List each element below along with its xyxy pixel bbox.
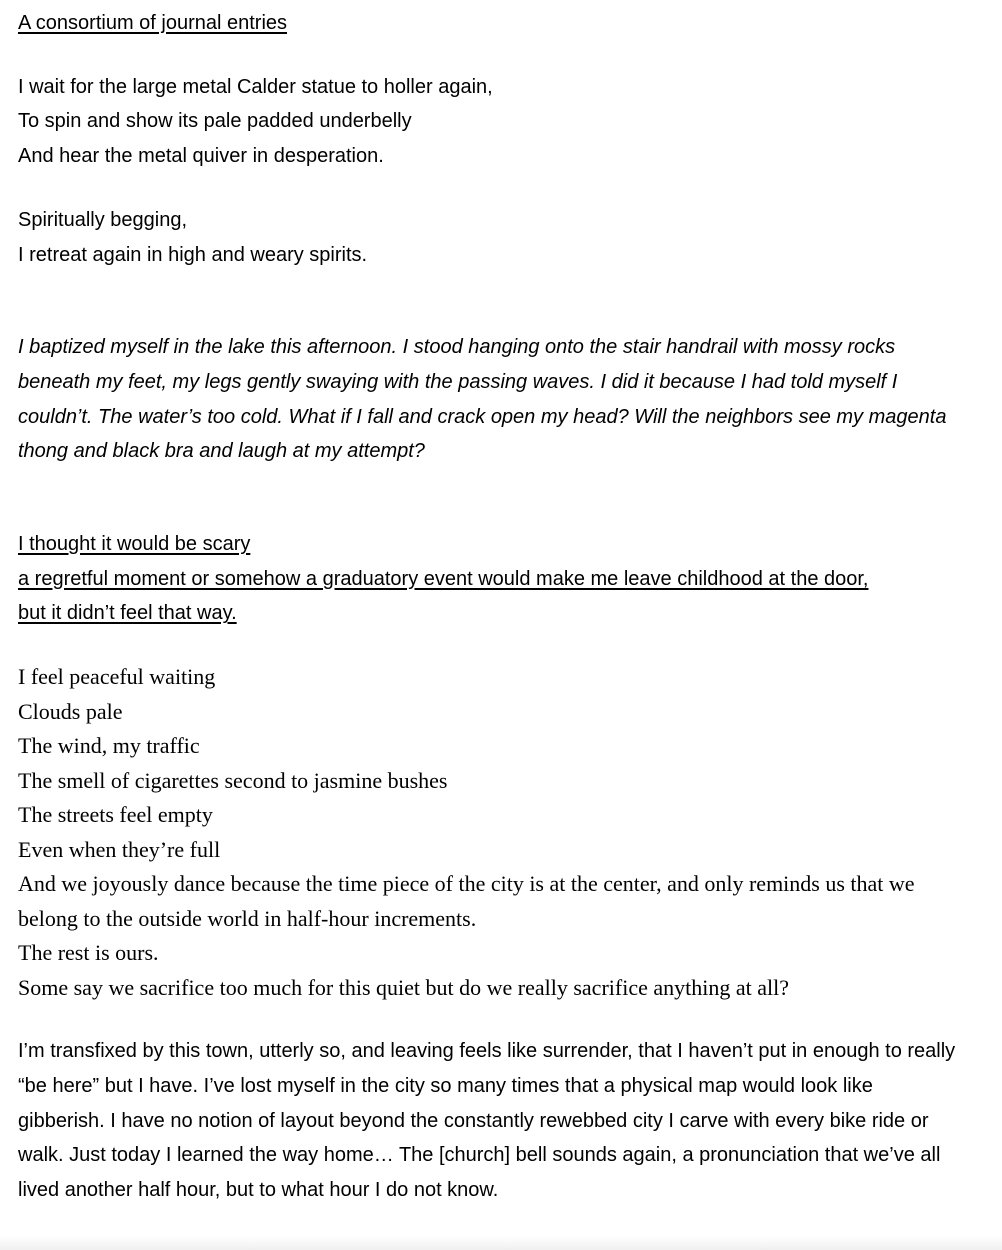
underlined-line: but it didn’t feel that way. <box>18 602 237 625</box>
spacer <box>18 174 978 203</box>
poem-line: I feel peaceful waiting <box>18 664 216 690</box>
poem-line: Clouds pale <box>18 698 123 724</box>
italic-paragraph-lake: I baptized myself in the lake this afternoon. I stood hanging onto the stair handrail with mossy rocks beneath my feet, my legs gently swaying with the passing waves. I did it because I had told myself I couldn’t. The water’s too cold. What if I fall and crack open my head? Will the neighbors see my magenta thong and black bra and laugh at my attempt? <box>18 336 947 463</box>
serif-poem-waiting <box>18 660 978 1005</box>
underlined-line: I thought it would be scary <box>18 533 251 556</box>
spacer <box>18 469 978 527</box>
stanza-line: I retreat again in high and weary spirits. <box>18 243 368 266</box>
poem-line: Some say we sacrifice too much for this quiet but do we really sacrifice anything at all? <box>18 974 789 1000</box>
document-body <box>18 6 978 1208</box>
stanza-calder <box>18 70 978 174</box>
document-title: A consortium of journal entries <box>18 12 288 34</box>
poem-line: The smell of cigarettes second to jasmine bushes <box>18 767 448 793</box>
poem-line: The streets feel empty <box>18 802 213 828</box>
underlined-line: a regretful moment or somehow a graduatory event would make me leave childhood at the door, <box>18 567 869 590</box>
bottom-fade <box>0 1236 1002 1250</box>
spacer <box>18 41 978 70</box>
poem-line: And we joyously dance because the time piece of the city is at the center, and only reminds us that we belong to the outside world in half-hour increments. <box>18 871 915 931</box>
stanza-line: And hear the metal quiver in desperation. <box>18 145 384 168</box>
stanza-spiritually-begging <box>18 203 978 272</box>
final-paragraph-town: I’m transfixed by this town, utterly so, and leaving feels like surrender, that I haven’t put in enough to really “be here” but I have. I’ve lost myself in the city so many times that a physical map would look like gibberish. I have no notion of layout beyond the constantly rewebbed city I carve with every bike ride or walk. Just today I learned the way home… The [church] bell sounds again, a pronunciation that we’ve all lived another half hour, but to what hour I do not know. <box>18 1040 956 1201</box>
underlined-block-scary <box>18 527 978 631</box>
stanza-line: I wait for the large metal Calder statue to holler again, <box>18 75 493 98</box>
stanza-line: To spin and show its pale padded underbelly <box>18 110 412 133</box>
poem-line: The rest is ours. <box>18 940 159 966</box>
stanza-line: Spiritually begging, <box>18 208 187 231</box>
poem-line: Even when they’re full <box>18 836 221 862</box>
spacer <box>18 1005 978 1034</box>
spacer <box>18 631 978 660</box>
spacer <box>18 272 978 330</box>
poem-line: The wind, my traffic <box>18 733 200 759</box>
